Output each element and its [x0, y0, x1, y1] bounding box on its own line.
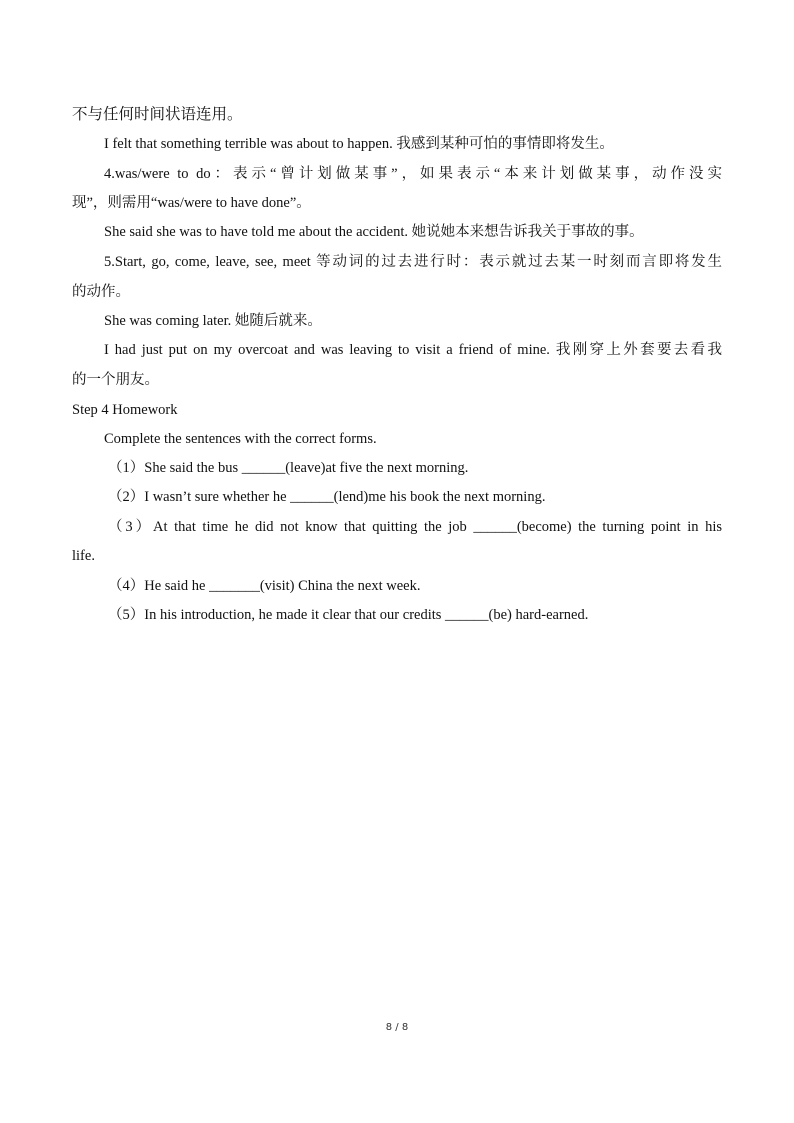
question-4: （4）He said he _______(visit) China the next week. — [108, 578, 421, 594]
rule-4-cont: 现”，则需用“was/were to have done”。 — [72, 195, 311, 211]
example-sentence: I had just put on my overcoat and was leaving to visit a friend of mine. 我刚穿上外套要去看我 — [104, 342, 722, 358]
example-sentence: She was coming later. 她随后就来。 — [104, 313, 322, 329]
example-sentence: She said she was to have told me about the accident. 她说她本来想告诉我关于事故的事。 — [104, 224, 644, 240]
rule-5-cont: 的动作。 — [72, 284, 130, 300]
question-3-cont: life. — [72, 548, 95, 564]
section-heading: Step 4 Homework — [72, 402, 178, 418]
example-sentence: I felt that something terrible was about to happen. 我感到某种可怕的事情即将发生。 — [104, 136, 614, 152]
question-5: （5）In his introduction, he made it clear that our credits ______(be) hard-earned. — [108, 607, 589, 623]
question-1: （1）She said the bus ______(leave)at five the next morning. — [108, 460, 469, 476]
instruction: Complete the sentences with the correct forms. — [104, 431, 377, 447]
text-line: 不与任何时间状语连用。 — [72, 106, 243, 123]
question-2: （2）I wasn’t sure whether he ______(lend)me his book the next morning. — [108, 489, 546, 505]
rule-5: 5.Start, go, come, leave, see, meet 等动词的过去进行时：表示就过去某一时刻而言即将发生 — [104, 254, 722, 270]
example-sentence-cont: 的一个朋友。 — [72, 372, 159, 388]
question-3: （3）At that time he did not know that quitting the job ______(become) the turning point in his — [108, 519, 722, 535]
page-number: 8 / 8 — [385, 1022, 409, 1033]
rule-4: 4.was/were to do：表示“曾计划做某事”，如果表示“本来计划做某事，动作没实 — [104, 166, 722, 182]
